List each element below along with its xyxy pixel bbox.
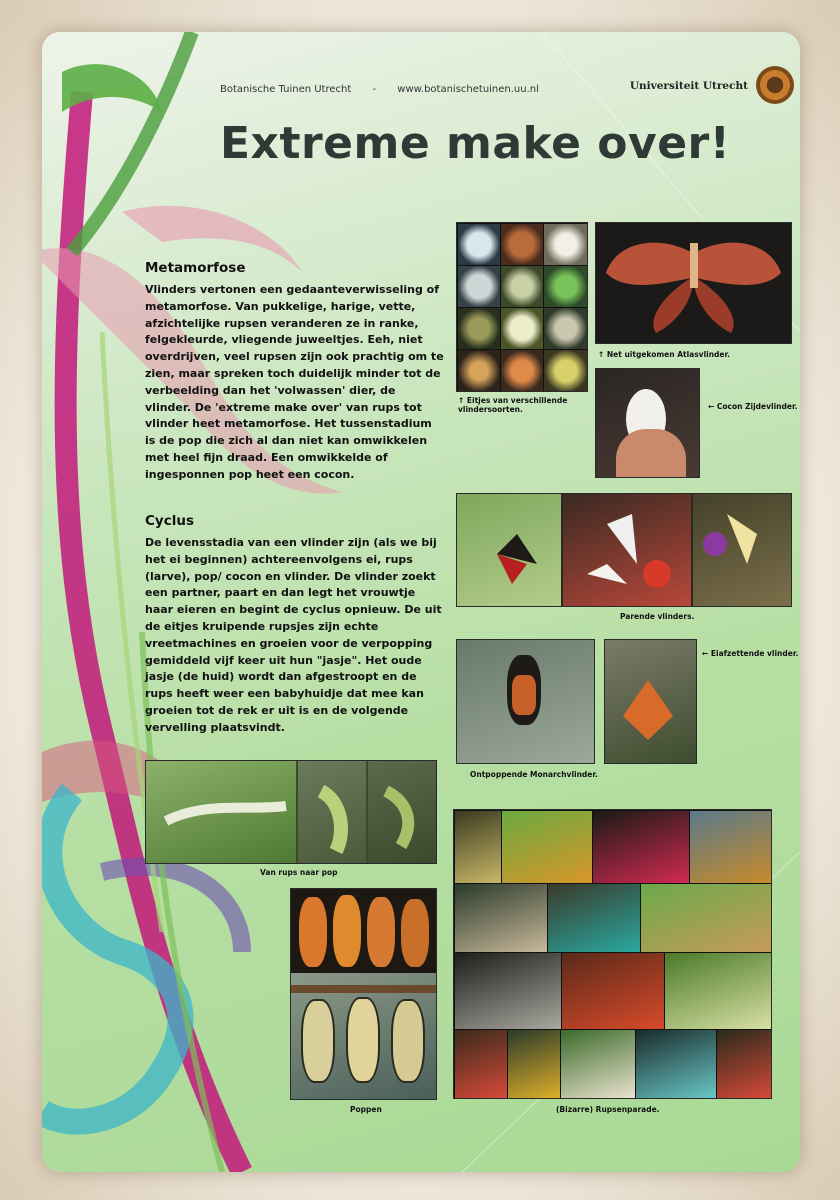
website-link: www.botanischetuinen.uu.nl [397,84,539,95]
caterpillar-to-pupa-photo [145,760,437,864]
organization-name: Botanische Tuinen Utrecht [220,84,352,95]
atlas-moth-photo [595,222,792,344]
parade-caption: (Bizarre) Rupsenparade. [556,1105,660,1114]
silk-cocoon-photo [595,368,700,478]
eggs-photo-grid [456,222,588,392]
eggs-caption: ↑ Eitjes van verschillende vlindersoorten. [458,396,568,414]
university-logo-icon [756,66,794,104]
caterpillar-to-pupa-caption: Van rups naar pop [260,868,338,877]
monarch-caption: Ontpoppende Monarchvlinder. [470,770,598,779]
header-line [220,84,557,95]
university-name: Universiteit Utrecht [629,80,748,92]
poster [42,32,800,1172]
metamorfose-heading: Metamorfose [145,260,246,276]
monarch-emerging-photo [456,639,595,764]
cyclus-text: De levensstadia van een vlinder zijn (als we bij het ei beginnen) achtereenvolgens ei, rups (larve), pop/ cocon en vlinder. De vlinder zoekt een partner, paart en dan legt het vrouwtje haar eieren en begint de cyclus opnieuw. De uit de eitjes kruipende rupsjes zijn echte vreetmachines en groeien voor de verpopping gemiddeld vijf keer uit hun "jasje". Het oude jasje (de huid) wordt dan afgestroopt en de rups heeft weer een babyhuidje dat mee kan groeien tot de rek er uit is en de volgende vervelling plaatsvindt. [145,536,442,734]
caterpillar-parade-photo [453,809,772,1099]
egg-laying-butterfly-photo [604,639,697,764]
cocoon-caption: ← Cocon Zijdevlinder. [708,402,798,411]
atlas-caption: ↑ Net uitgekomen Atlasvlinder. [598,350,730,359]
metamorfose-text: Vlinders vertonen een gedaanteverwisseling of metamorfose. Van pukkelige, harige, vette, afzichtelijke rupsen veranderen ze in ranke, felgekleurde, vliegende juweeltjes. Eeh, niet overdrijven, veel rupsen zijn ook prachtig om te zien, maar spreken toch duidelijk minder tot de verbeelding dan het 'volwassen' dier, de vlinder. De 'extreme make over' van rups tot vlinder heet metamorfose. Het tussenstadium is de pop die zich al dan niet kan omwikkelen met heel fijn draad. Een omwikkelde of ingesponnen pop heet een cocon. [145,283,444,481]
mating-butterflies-photo [456,493,792,607]
pupae-photo [290,888,437,1100]
egg-laying-caption: ← Eiafzettende vlinder. [702,649,799,658]
mating-caption: Parende vlinders. [620,612,695,621]
poster-title: Extreme make over! [220,118,731,169]
cyclus-heading: Cyclus [145,513,194,529]
pupae-caption: Poppen [350,1105,382,1114]
header-separator: - [372,84,377,95]
